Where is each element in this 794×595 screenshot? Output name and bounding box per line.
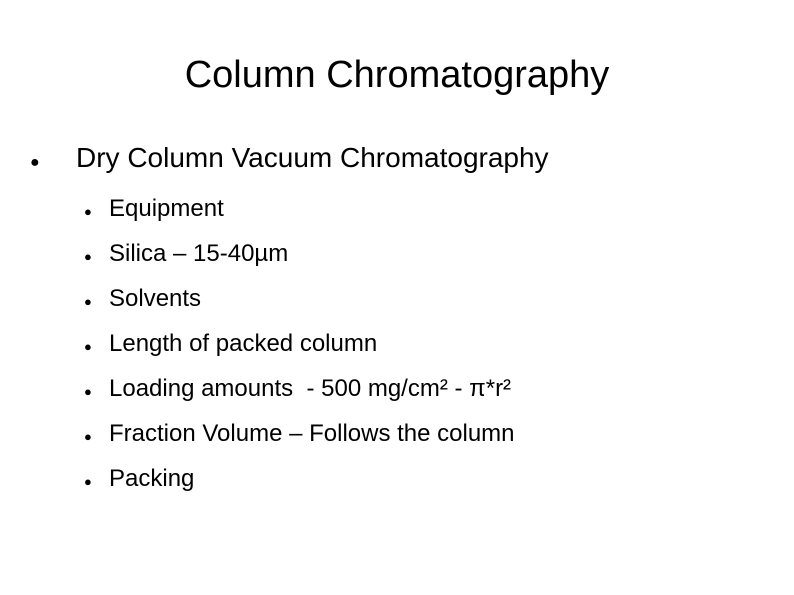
sub-bullet-item	[84, 237, 515, 282]
bullet-icon: ●	[84, 294, 92, 309]
bullet-icon: ●	[84, 429, 92, 444]
sub-bullet-text: Fraction Volume – Follows the column	[109, 420, 515, 447]
sub-bullet-text: Solvents	[109, 285, 202, 312]
sub-bullet-item	[84, 462, 515, 507]
sub-bullet-item	[84, 372, 515, 417]
sub-bullet-item	[84, 192, 515, 237]
sub-bullet-text: Packing	[109, 465, 195, 492]
sub-bullet-item	[84, 282, 515, 327]
bullet-text-main: Dry Column Vacuum Chromatography	[76, 142, 549, 173]
bullet-icon: ●	[30, 154, 40, 171]
bullet-icon: ●	[84, 474, 92, 489]
sub-bullet-text: Length of packed column	[109, 330, 378, 357]
bullet-icon: ●	[84, 384, 92, 399]
sub-bullet-text: Equipment	[109, 195, 224, 222]
bullet-icon: ●	[84, 339, 92, 354]
sub-bullet-text: Silica – 15-40µm	[109, 240, 289, 267]
bullet-icon: ●	[84, 204, 92, 219]
sub-bullet-item	[84, 327, 515, 372]
sub-bullet-text: Loading amounts - 500 mg/cm² - π*r²	[109, 375, 512, 402]
sub-bullet-list	[84, 192, 515, 507]
slide-title: Column Chromatography	[184, 54, 610, 96]
bullet-icon: ●	[84, 249, 92, 264]
sub-bullet-item	[84, 417, 515, 462]
bullet-item-main	[30, 140, 549, 181]
